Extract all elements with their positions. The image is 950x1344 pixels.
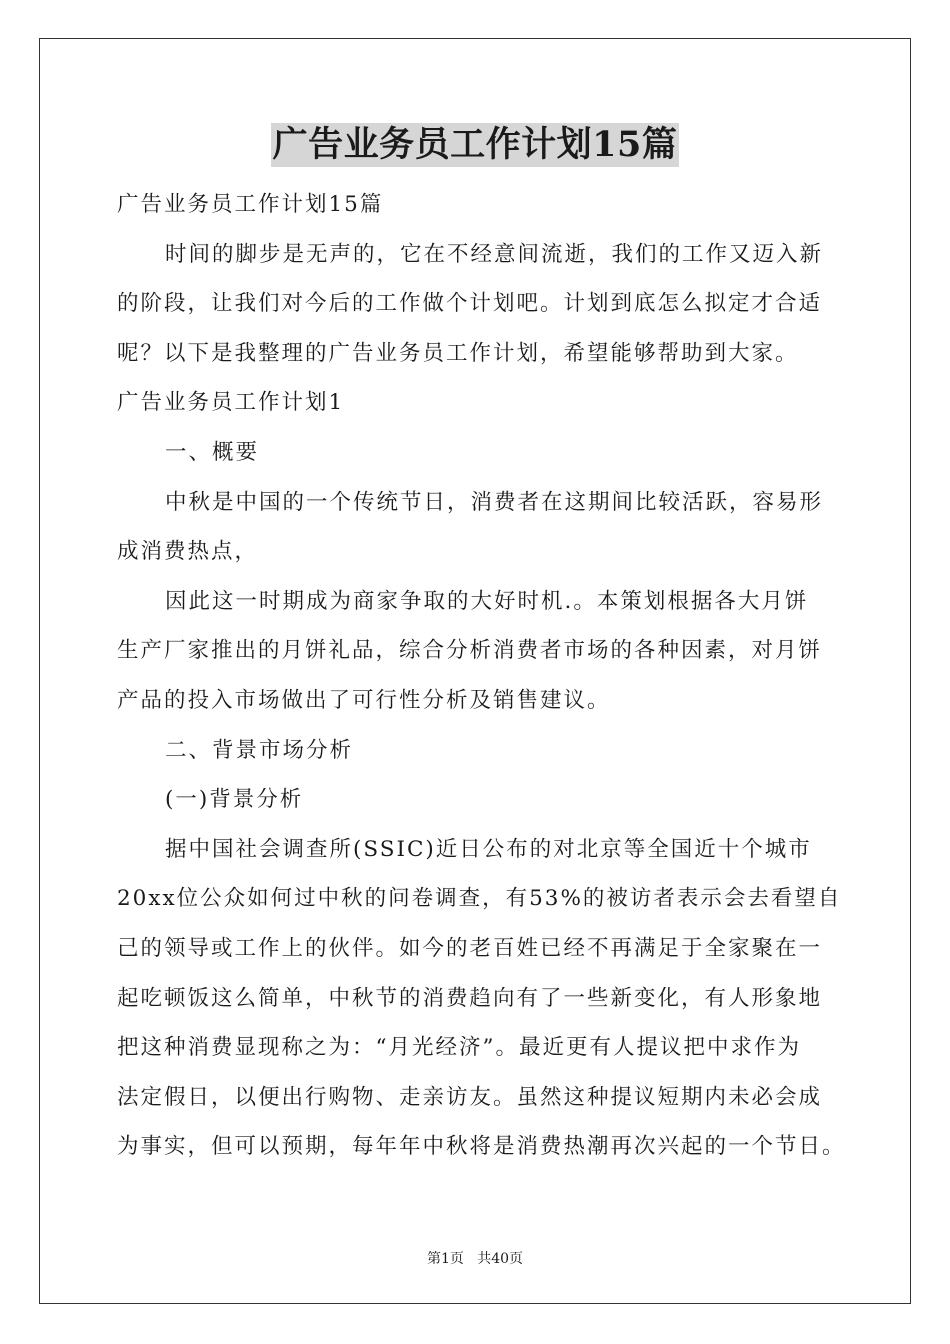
text-line: 成消费热点， [117, 539, 259, 565]
text-line: 的阶段，让我们对今后的工作做个计划吧。计划到底怎么拟定才合适 [117, 291, 823, 317]
text-line: 产品的投入市场做出了可行性分析及销售建议。 [117, 687, 611, 713]
text-line: 中秋是中国的一个传统节日，消费者在这期间比较活跃，容易形 [165, 489, 824, 515]
text-line: 为事实，但可以预期，每年年中秋将是消费热潮再次兴起的一个节日。 [117, 1134, 846, 1160]
text-line: 广告业务员工作计划15篇 [117, 192, 384, 217]
text-line: 把这种消费显现称之为：“月光经济”。最近更有人提议把中求作为 [117, 1035, 801, 1061]
text-line: 20xx位公众如何过中秋的问卷调查，有53%的被访者表示会去看望自 [117, 886, 842, 912]
text-line: (一)背景分析 [165, 787, 304, 813]
text-line: 据中国社会调查所(SSIC)近日公布的对北京等全国近十个城市 [165, 836, 812, 862]
document-title: 广告业务员工作计划15篇 [272, 124, 678, 165]
title-container [0, 123, 950, 167]
text-line: 时间的脚步是无声的，它在不经意间流逝，我们的工作又迈入新 [165, 241, 824, 267]
text-line: 生产厂家推出的月饼礼品，综合分析消费者市场的各种因素，对月饼 [117, 638, 823, 664]
page-number-footer: 第1页 共40页 [426, 1251, 524, 1267]
text-line: 己的领导或工作上的伙伴。如今的老百姓已经不再满足于全家聚在一 [117, 935, 823, 961]
text-line: 二、背景市场分析 [165, 737, 354, 763]
text-line: 因此这一时期成为商家争取的大好时机.。本策划根据各大月饼 [165, 588, 809, 614]
text-line: 起吃顿饭这么简单，中秋节的消费趋向有了一些新变化，有人形象地 [117, 985, 823, 1011]
text-line: 法定假日，以便出行购物、走亲访友。虽然这种提议短期内未必会成 [117, 1084, 823, 1110]
text-line: 呢？以下是我整理的广告业务员工作计划，希望能够帮助到大家。 [117, 340, 799, 366]
text-line: 一、概要 [165, 439, 260, 465]
document-body [117, 180, 846, 1172]
text-line: 广告业务员工作计划1 [117, 390, 345, 416]
